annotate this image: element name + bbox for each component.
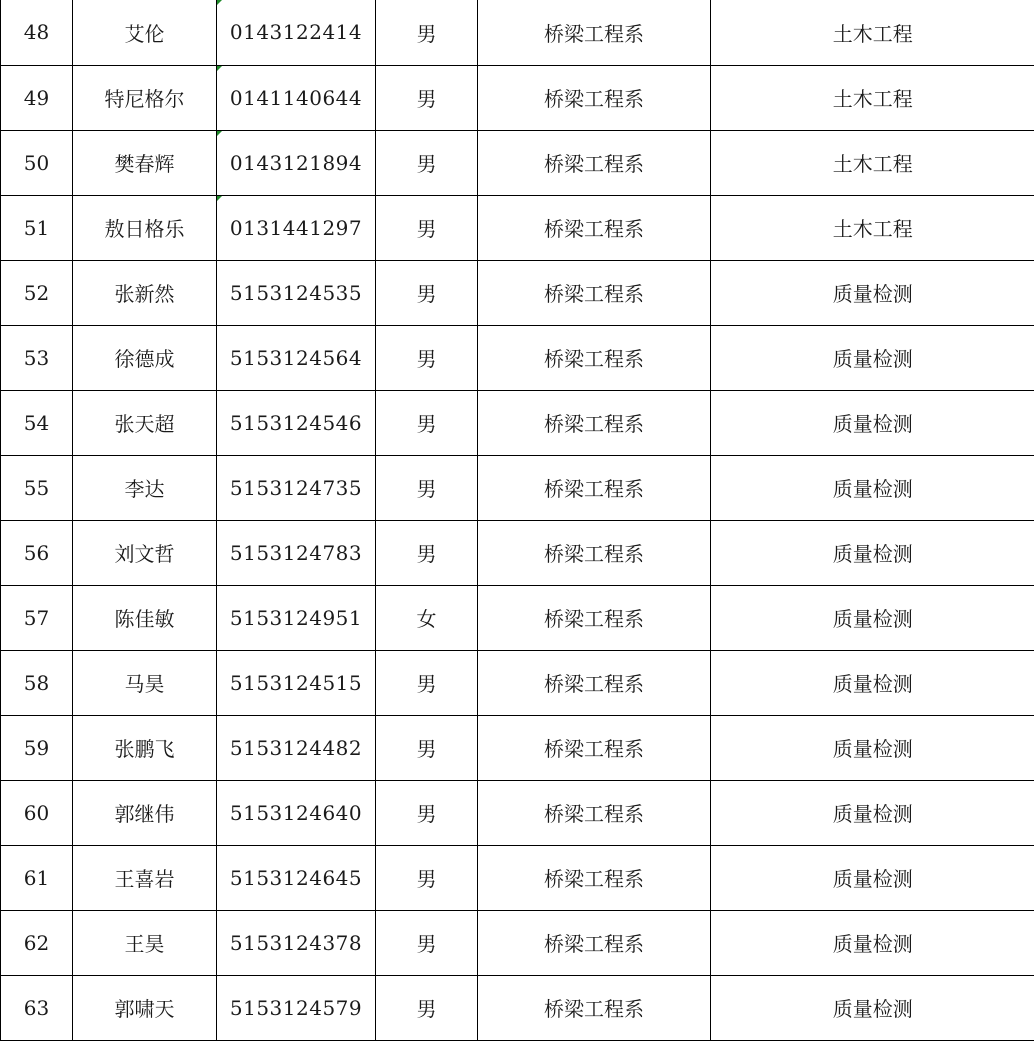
student-id-text: 0131441297 — [229, 215, 363, 240]
department-cell: 桥梁工程系 — [478, 195, 711, 260]
major-cell: 土木工程 — [711, 65, 1034, 130]
row-number-cell: 52 — [1, 260, 73, 325]
student-id-cell — [217, 520, 376, 585]
table-row — [1, 325, 1034, 390]
table-row — [1, 585, 1034, 650]
gender-cell: 男 — [376, 195, 478, 260]
major-cell: 质量检测 — [711, 325, 1034, 390]
student-id-text: 5153124640 — [229, 800, 363, 825]
major-cell: 质量检测 — [711, 520, 1034, 585]
comment-marker-icon — [217, 0, 222, 5]
gender-cell: 男 — [376, 910, 478, 975]
row-number-cell: 56 — [1, 520, 73, 585]
comment-marker-icon — [217, 196, 222, 201]
student-id-text: 0143121894 — [229, 150, 363, 175]
student-id-text: 0141140644 — [229, 85, 363, 110]
student-id-text: 5153124783 — [229, 540, 363, 565]
gender-cell: 男 — [376, 455, 478, 520]
major-cell: 质量检测 — [711, 455, 1034, 520]
student-name-cell: 敖日格乐 — [73, 195, 217, 260]
row-number-cell: 50 — [1, 130, 73, 195]
student-id-cell — [217, 0, 376, 65]
comment-marker-icon — [217, 131, 222, 136]
student-name-cell: 张天超 — [73, 390, 217, 455]
student-id-text: 5153124735 — [229, 475, 363, 500]
gender-cell: 男 — [376, 65, 478, 130]
gender-cell: 男 — [376, 845, 478, 910]
major-cell: 质量检测 — [711, 975, 1034, 1040]
student-id-text: 5153124951 — [229, 605, 363, 630]
row-number-cell: 57 — [1, 585, 73, 650]
student-id-text: 5153124515 — [229, 670, 363, 695]
table-row — [1, 910, 1034, 975]
gender-cell: 男 — [376, 0, 478, 65]
student-id-text: 5153124535 — [229, 280, 363, 305]
department-cell: 桥梁工程系 — [478, 65, 711, 130]
comment-marker-icon — [217, 66, 222, 71]
student-name-cell: 特尼格尔 — [73, 65, 217, 130]
row-number-cell: 58 — [1, 650, 73, 715]
major-cell: 土木工程 — [711, 0, 1034, 65]
student-name-cell: 郭继伟 — [73, 780, 217, 845]
student-name-cell: 马昊 — [73, 650, 217, 715]
student-name-cell: 刘文哲 — [73, 520, 217, 585]
gender-cell: 男 — [376, 715, 478, 780]
student-id-cell — [217, 390, 376, 455]
department-cell: 桥梁工程系 — [478, 715, 711, 780]
major-cell: 土木工程 — [711, 195, 1034, 260]
student-name-cell: 李达 — [73, 455, 217, 520]
table-row — [1, 390, 1034, 455]
major-cell: 土木工程 — [711, 130, 1034, 195]
major-cell: 质量检测 — [711, 845, 1034, 910]
department-cell: 桥梁工程系 — [478, 780, 711, 845]
major-cell: 质量检测 — [711, 910, 1034, 975]
student-id-cell — [217, 845, 376, 910]
student-id-text: 5153124645 — [229, 865, 363, 890]
department-cell: 桥梁工程系 — [478, 390, 711, 455]
student-name-cell: 张鹏飞 — [73, 715, 217, 780]
major-cell: 质量检测 — [711, 780, 1034, 845]
student-id-cell — [217, 650, 376, 715]
student-id-text: 5153124564 — [229, 345, 363, 370]
table-row — [1, 130, 1034, 195]
student-id-cell — [217, 910, 376, 975]
department-cell: 桥梁工程系 — [478, 975, 711, 1040]
department-cell: 桥梁工程系 — [478, 650, 711, 715]
gender-cell: 男 — [376, 520, 478, 585]
department-cell: 桥梁工程系 — [478, 910, 711, 975]
student-id-cell — [217, 780, 376, 845]
department-cell: 桥梁工程系 — [478, 0, 711, 65]
gender-cell: 男 — [376, 975, 478, 1040]
student-name-cell: 陈佳敏 — [73, 585, 217, 650]
student-name-cell: 王喜岩 — [73, 845, 217, 910]
student-id-cell — [217, 585, 376, 650]
table-row — [1, 260, 1034, 325]
department-cell: 桥梁工程系 — [478, 325, 711, 390]
row-number-cell: 63 — [1, 975, 73, 1040]
gender-cell: 男 — [376, 650, 478, 715]
table-row — [1, 520, 1034, 585]
row-number-cell: 51 — [1, 195, 73, 260]
department-cell: 桥梁工程系 — [478, 585, 711, 650]
table-row — [1, 845, 1034, 910]
student-name-cell: 樊春辉 — [73, 130, 217, 195]
student-id-cell — [217, 65, 376, 130]
major-cell: 质量检测 — [711, 650, 1034, 715]
student-name-cell: 艾伦 — [73, 0, 217, 65]
department-cell: 桥梁工程系 — [478, 130, 711, 195]
major-cell: 质量检测 — [711, 585, 1034, 650]
row-number-cell: 62 — [1, 910, 73, 975]
gender-cell: 男 — [376, 130, 478, 195]
table-row — [1, 65, 1034, 130]
student-name-cell: 徐德成 — [73, 325, 217, 390]
gender-cell: 女 — [376, 585, 478, 650]
student-id-text: 5153124482 — [229, 735, 363, 760]
student-id-cell — [217, 260, 376, 325]
table-row — [1, 650, 1034, 715]
row-number-cell: 55 — [1, 455, 73, 520]
department-cell: 桥梁工程系 — [478, 260, 711, 325]
department-cell: 桥梁工程系 — [478, 455, 711, 520]
student-id-cell — [217, 130, 376, 195]
table-row — [1, 780, 1034, 845]
gender-cell: 男 — [376, 325, 478, 390]
student-name-cell: 郭啸天 — [73, 975, 217, 1040]
department-cell: 桥梁工程系 — [478, 845, 711, 910]
row-number-cell: 49 — [1, 65, 73, 130]
student-id-text: 5153124546 — [229, 410, 363, 435]
major-cell: 质量检测 — [711, 715, 1034, 780]
major-cell: 质量检测 — [711, 260, 1034, 325]
table-row — [1, 0, 1034, 65]
student-id-text: 5153124579 — [229, 995, 363, 1020]
student-id-text: 5153124378 — [229, 930, 363, 955]
student-id-cell — [217, 455, 376, 520]
row-number-cell: 61 — [1, 845, 73, 910]
roster-body — [1, 0, 1034, 1040]
row-number-cell: 59 — [1, 715, 73, 780]
gender-cell: 男 — [376, 780, 478, 845]
student-id-text: 0143122414 — [229, 20, 363, 45]
student-name-cell: 张新然 — [73, 260, 217, 325]
student-name-cell: 王昊 — [73, 910, 217, 975]
gender-cell: 男 — [376, 390, 478, 455]
student-id-cell — [217, 975, 376, 1040]
row-number-cell: 48 — [1, 0, 73, 65]
major-cell: 质量检测 — [711, 390, 1034, 455]
student-id-cell — [217, 715, 376, 780]
row-number-cell: 60 — [1, 780, 73, 845]
department-cell: 桥梁工程系 — [478, 520, 711, 585]
table-row — [1, 975, 1034, 1040]
table-row — [1, 455, 1034, 520]
table-row — [1, 195, 1034, 260]
gender-cell: 男 — [376, 260, 478, 325]
row-number-cell: 54 — [1, 390, 73, 455]
table-row — [1, 715, 1034, 780]
student-id-cell — [217, 195, 376, 260]
student-id-cell — [217, 325, 376, 390]
row-number-cell: 53 — [1, 325, 73, 390]
